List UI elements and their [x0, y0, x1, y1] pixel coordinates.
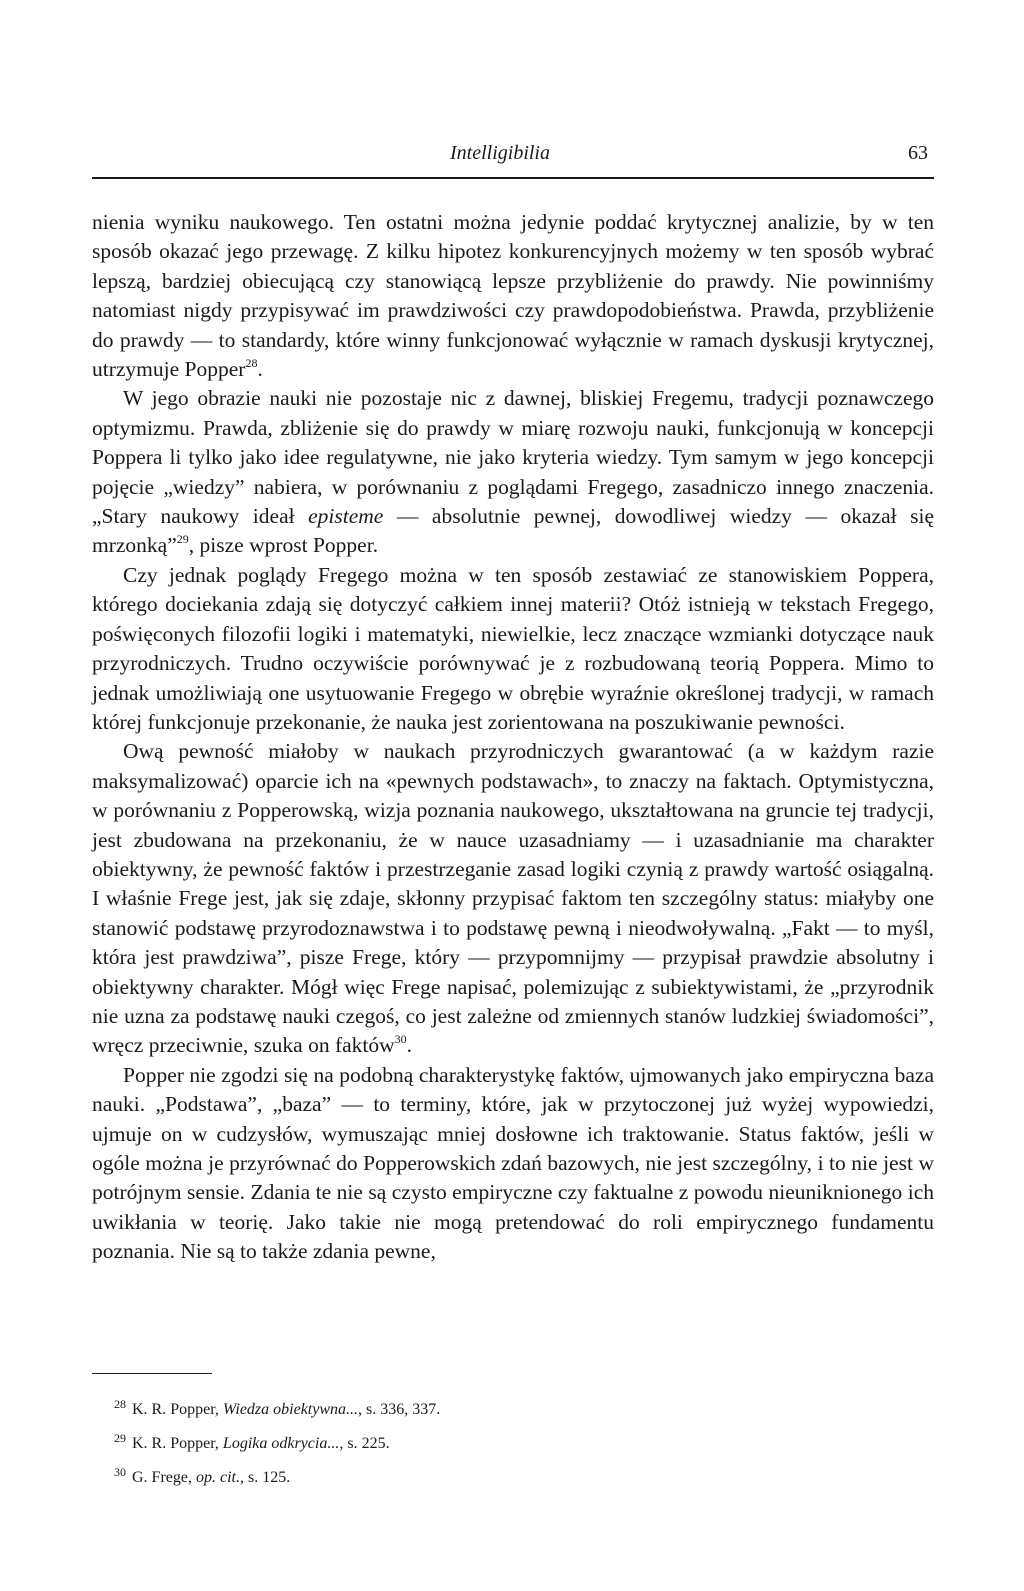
paragraph-text: Ową pewność miałoby w naukach przyrodniczych gwarantować (a w każdym razie maksymalizować) oparcie ich na «pewnych podstawach», to znaczy na faktach. Optymistyczna, w porównaniu z Popperowską, wizja poznania naukowego, ukształtowana na gruncie tej tradycji, jest zbudowana na przekonaniu, że w nauce uzasadniamy — i uzasadnianie ma charakter obiektywny, że pewność faktów i przestrzeganie zasad logiki czynią z prawdy wartość osiągalną. I właśnie Frege jest, jak się zdaje, skłonny przypisać faktom ten szczególny status: miałyby one stanowić podstawę przyrodoznawstwa i to podstawę pewną i nieodwoływalną. „Fakt — to myśl, która jest prawdziwa”, pisze Frege, który — przypomnijmy — przypisał prawdzie absolutny i obiektywny charakter. Mógł więc Frege napisać, polemizując z subiektywistami, że „przyrodnik nie uzna za podstawę nauki czegoś, co jest zależne od zmiennych stanów ludzkiej świadomości”, wręcz przeciwnie, szuka on faktów: [92, 739, 934, 1058]
running-head: [92, 142, 934, 172]
paragraph-text: Czy jednak poglądy Fregego można w ten sposób zestawiać ze stanowiskiem Poppera, którego dociekania zdają się dotyczyć całkiem innej materii? Otóż istnieją w tekstach Fregego, poświęconych filozofii logiki i matematyki, niewielkie, lecz znaczące wzmianki dotyczące nauk przyrodniczych. Trudno oczywiście porównywać je z rozbudowaną teorią Poppera. Mimo to jednak umożliwiają one usytuowanie Fregego w obrębie wyraźnie określonej tradycji, w ramach której funkcjonuje przekonanie, że nauka jest zorientowana na poszukiwanie pewności.: [92, 562, 934, 734]
footnote-author: K. R. Popper,: [132, 1401, 223, 1418]
footnote-rule: [92, 1373, 212, 1374]
footnote-pages: , s. 225.: [339, 1435, 390, 1452]
paragraph-1: [92, 208, 934, 384]
paragraph-text: W jego obrazie nauki nie pozostaje nic z dawnej, bliskiej Fregemu, tradycji poznawczego optymizmu. Prawda, zbliżenie się do prawdy w miarę rozwoju nauki, funkcjonują w koncepcji Poppera li tylko jako idee regulatywne, nie jako kryteria wiedzy. Tym samym w jego koncepcji pojęcie „wiedzy” nabiera, w porównaniu z poglądami Fregego, zasadniczo innego znaczenia. „Stary naukowy ideał: [92, 386, 934, 529]
paragraph-3: [92, 561, 934, 737]
paragraph-text: — absolutnie pewnej, dowodliwej wiedzy — okazał się mrzonką”: [92, 504, 935, 558]
footnote-30: [114, 1460, 814, 1490]
paragraph-text: Popper nie zgodzi się na podobną charakterystykę faktów, ujmowanych jako empiryczna baza nauki. „Podstawa”, „baza” — to terminy, które, jak w przytoczonej już wyżej wypowiedzi, ujmuje on w cudzysłów, wymuszając mniej dosłowne ich traktowanie. Status faktów, jeśli w ogóle można je przyrównać do Popperowskich zdań bazowych, nie jest szczególny, i to nie jest w potrójnym sensie. Zdania te nie są czysto empiryczne czy faktualne z powodu nieuniknionego ich uwikłania w teorię. Jako takie nie mogą pretendować do roli empirycznego fundamentu poznania. Nie są to także zdania pewne,: [92, 1062, 934, 1264]
journal-title: Intelligibilia: [450, 142, 550, 164]
footnote-number: 29: [114, 1431, 126, 1445]
footnote-ref-29: 29: [176, 532, 189, 547]
footnote-author: G. Frege,: [132, 1469, 196, 1486]
paragraph-2: [92, 384, 934, 560]
footnote-28: [114, 1392, 814, 1422]
paragraph-text: .: [257, 357, 263, 382]
book-page: [92, 0, 934, 1591]
footnote-title: Wiedza obiektywna...: [222, 1401, 359, 1418]
footnote-number: 30: [114, 1465, 126, 1479]
footnote-author: K. R. Popper,: [132, 1435, 223, 1452]
paragraph-5: [92, 1061, 934, 1267]
footnote-29: [114, 1426, 814, 1456]
paragraph-text: nienia wyniku naukowego. Ten ostatni można jedynie poddać krytycznej analizie, by w ten sposób okazać jego przewagę. Z kilku hipotez konkurencyjnych możemy w ten sposób wybrać lepszą, bardziej obiecującą czy stanowiącą lepsze przybliżenie do prawdy. Nie powinniśmy natomiast nigdy przypisywać im prawdziwości czy prawdopodobieństwa. Prawda, przybliżenie do prawdy — to standardy, które winny funkcjonować wyłącznie w ramach dyskusji krytycznej, utrzymuje Popper: [92, 210, 934, 382]
header-rule: [92, 177, 934, 179]
footnote-number: 28: [114, 1397, 126, 1411]
footnote-title: op. cit.: [195, 1469, 240, 1486]
footnote-ref-30: 30: [394, 1032, 407, 1047]
footnotes: [114, 1392, 814, 1494]
paragraph-4: [92, 737, 934, 1060]
paragraph-text: .: [406, 1033, 413, 1058]
paragraph-text: , pisze wprost Popper.: [188, 533, 379, 558]
footnote-pages: , s. 125.: [239, 1469, 291, 1486]
footnote-pages: , s. 336, 337.: [358, 1401, 441, 1418]
page-number: 63: [908, 142, 928, 164]
body-text: [92, 208, 934, 1267]
italic-term: episteme: [308, 504, 384, 529]
footnote-ref-28: 28: [245, 356, 258, 371]
footnote-title: Logika odkrycia...: [222, 1435, 340, 1452]
